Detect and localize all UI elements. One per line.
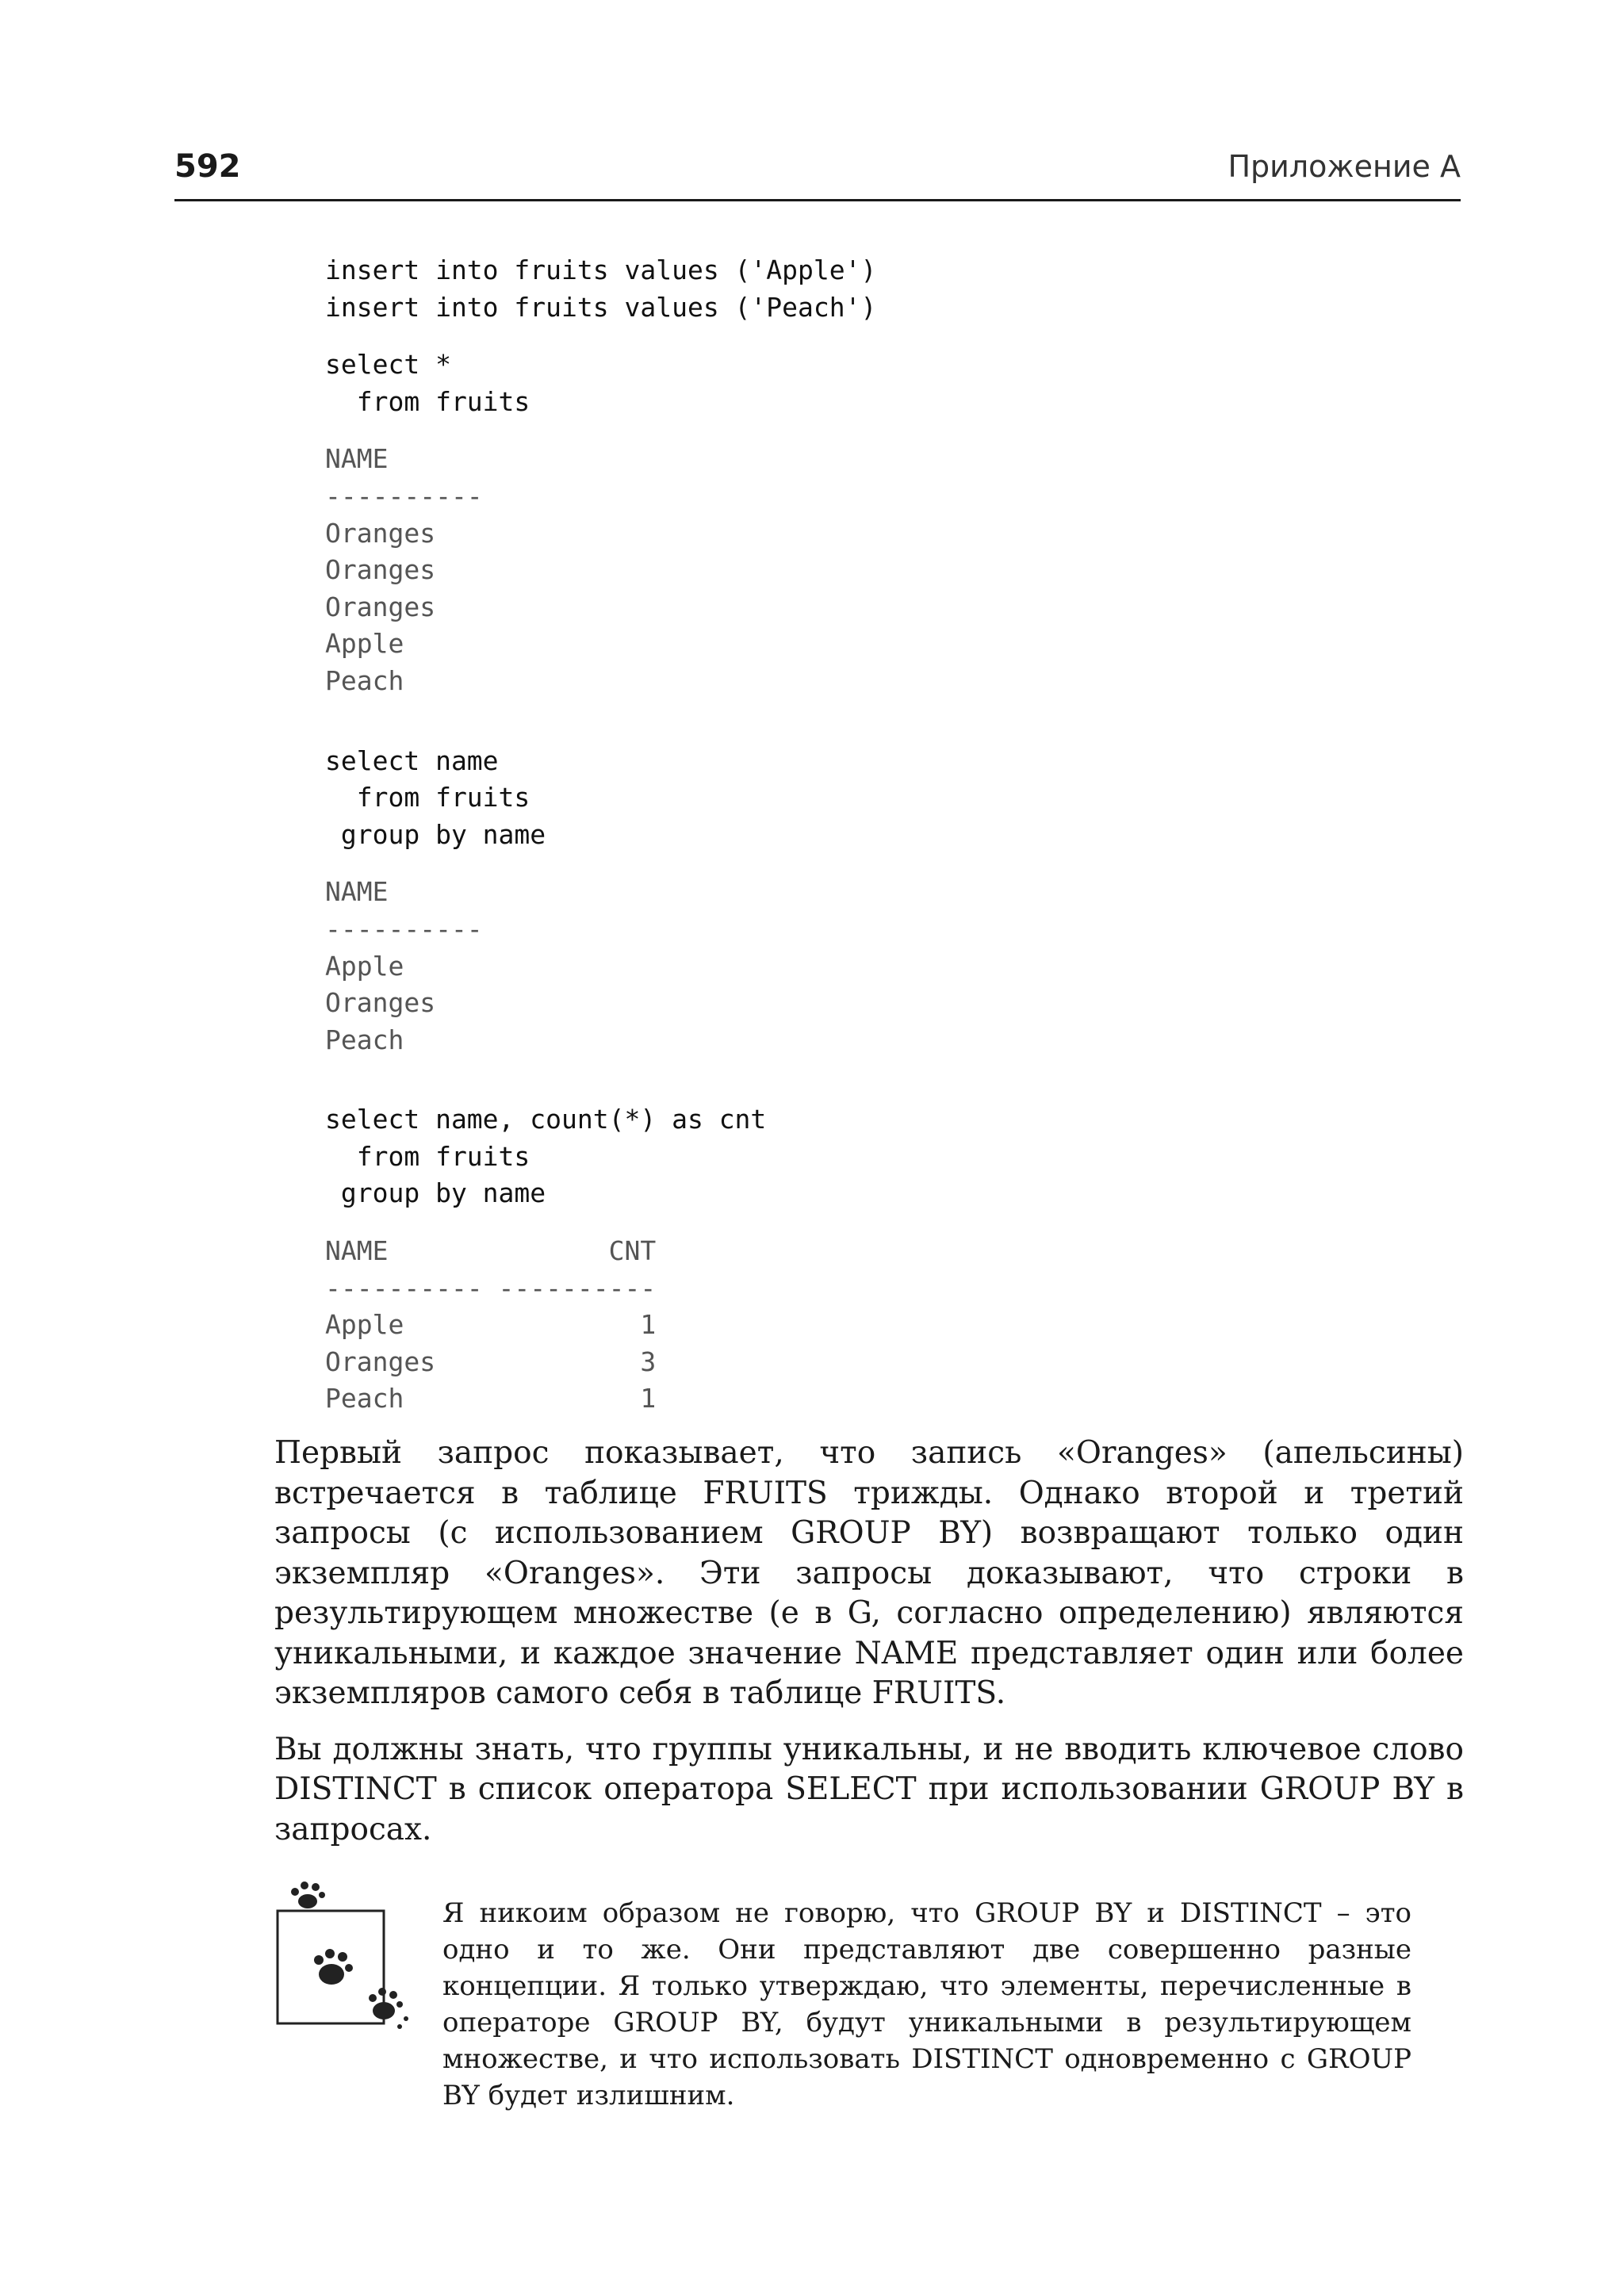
output-line: ---------- ----------: [325, 1272, 657, 1303]
output-line: ----------: [325, 480, 483, 511]
output-line: Oranges 3: [325, 1346, 657, 1377]
code-line: select *: [325, 349, 451, 381]
code-line: from fruits: [325, 782, 530, 813]
running-head: Приложение A: [1228, 149, 1461, 184]
output-line: Oranges: [325, 517, 436, 549]
paw-prints-icon: [274, 1878, 417, 2036]
output-line: Peach: [325, 664, 404, 696]
output-line: Apple: [325, 950, 404, 982]
output-line: Apple 1: [325, 1309, 657, 1341]
output-line: Oranges: [325, 591, 436, 622]
page-header: [174, 147, 1461, 201]
output-line: NAME: [325, 876, 389, 908]
note-text: Я никоим образом не говорю, что GROUP BY и DISTINCT – это одно и то же. Они представляют две совершенно разные концепции. Я только утверждаю, что элементы, перечисленные в операторе GROUP BY, будут уникальными в результирующем множестве, и что использовать DISTINCT одновременно с GROUP BY будет излишним.: [442, 1897, 1411, 2111]
output-line: Oranges: [325, 987, 436, 1019]
code-line: select name: [325, 745, 499, 776]
code-listing: [325, 252, 1039, 1418]
code-line: insert into fruits values ('Peach'): [325, 291, 877, 323]
code-line: from fruits: [325, 385, 530, 417]
paragraph: Вы должны знать, что группы уникальны, и не вводить ключевое слово DISTINCT в список оператора SELECT при использовании GROUP BY в запросах.: [274, 1731, 1464, 1847]
output-line: Peach 1: [325, 1383, 657, 1414]
output-line: Apple: [325, 628, 404, 660]
code-line: from fruits: [325, 1140, 530, 1172]
body-text: [274, 1434, 1464, 1866]
output-line: NAME CNT: [325, 1235, 657, 1267]
page-number: 592: [174, 148, 241, 185]
note-block: [274, 1878, 1464, 2147]
code-line: select name, count(*) as cnt: [325, 1104, 767, 1135]
paragraph: Первый запрос показывает, что запись «Oranges» (апельсины) встречается в таблице FRUITS трижды. Однако второй и третий запросы (с использованием GROUP BY) возвращают только один экземпляр «Oranges». Эти запросы доказывают, что строки в результирующем множестве (e в G, согласно определению) являются уникальными, и каждое значение NAME представляет один или более экземпляров самого себя в таблице FRUITS.: [274, 1435, 1464, 1711]
code-line: insert into fruits values ('Apple'): [325, 255, 877, 285]
output-line: ----------: [325, 913, 483, 944]
code-line: group by name: [325, 818, 546, 850]
output-line: Peach: [325, 1024, 404, 1055]
code-line: group by name: [325, 1177, 546, 1209]
output-line: Oranges: [325, 554, 436, 586]
output-line: NAME: [325, 443, 389, 475]
